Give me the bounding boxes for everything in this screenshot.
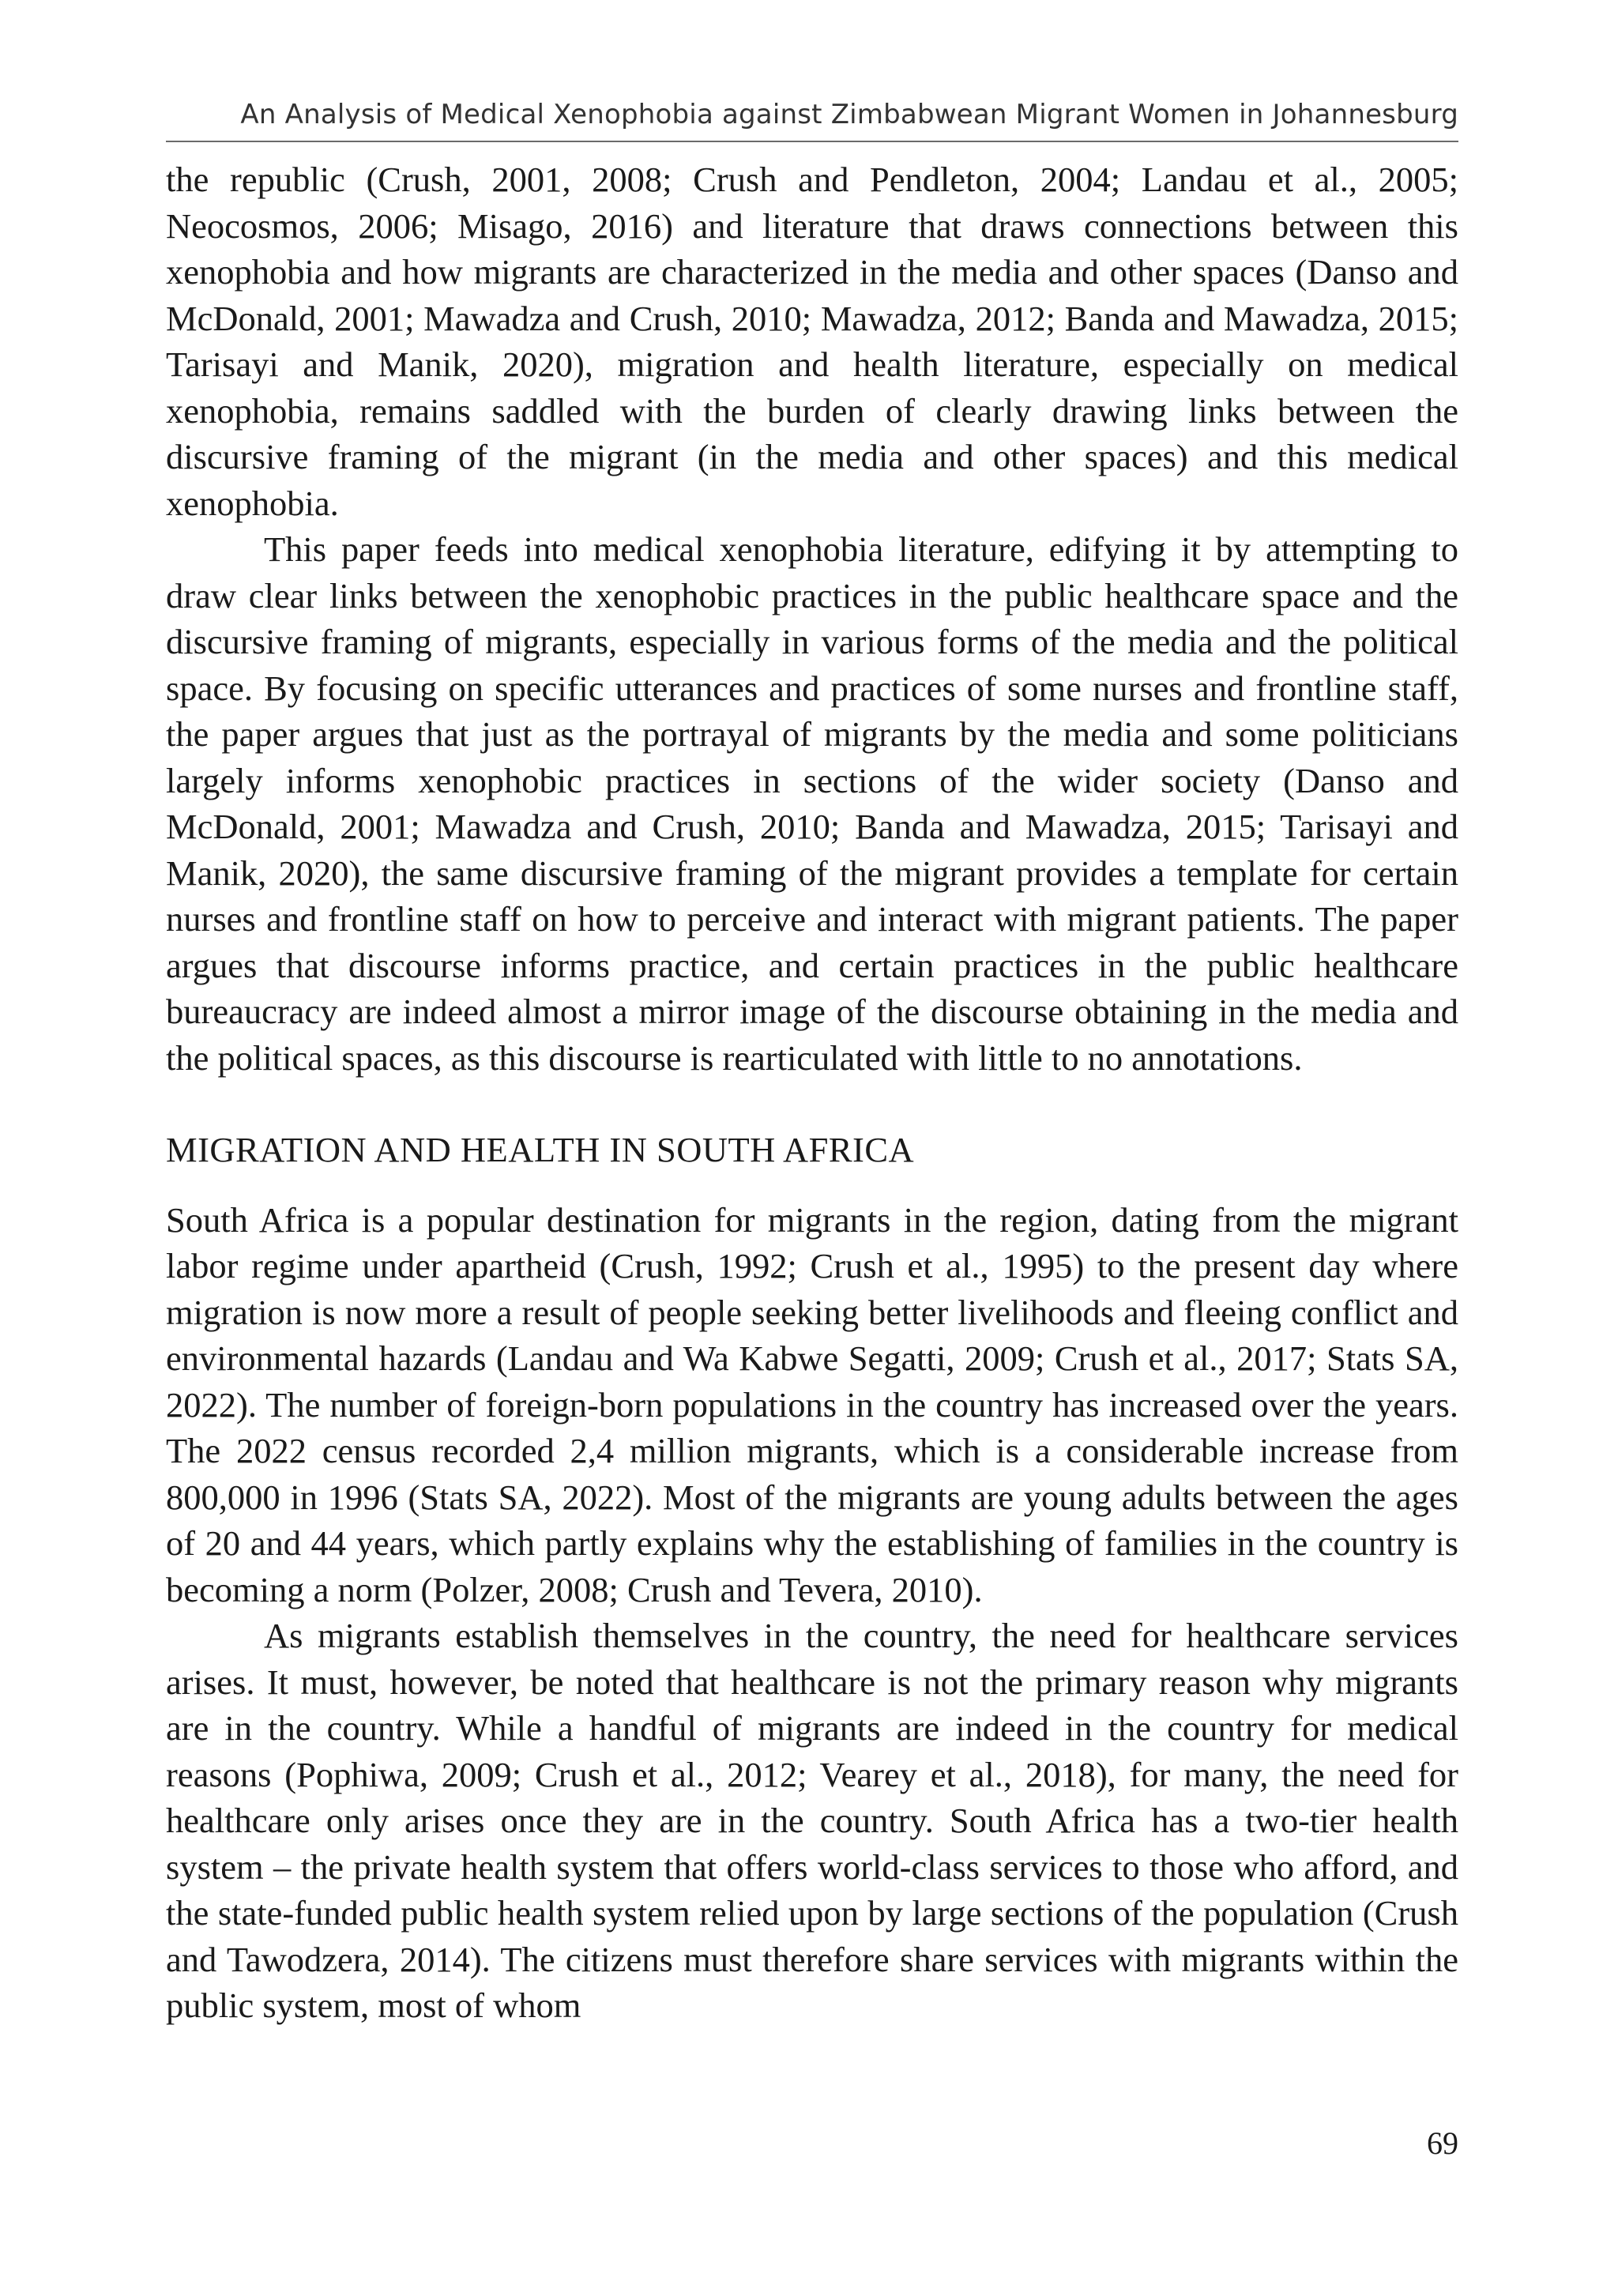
paragraph-healthcare-need: As migrants establish themselves in the country, the need for healthcare services arises. It must, however, be noted that healthcare is not the primary reason why migrants are in the country. While a handful of migrants are indeed in the country for medical reasons (Pophiwa, 2009; Crush et al., 2012; Vearey et al., 2018), for many, the need for healthcare only arises once they are in the country. South Africa has a two-tier health system – the private health system that offers world-class services to those who afford, and the state-funded public health system relied upon by large sections of the population (Crush and Tawodzera, 2014). The citizens must therefore share services with migrants within the public system, most of whom xyxy=(166,1616,1458,2025)
section-heading: MIGRATION AND HEALTH IN SOUTH AFRICA xyxy=(166,1130,915,1169)
paragraph-paper-contribution: This paper feeds into medical xenophobia literature, edifying it by attempting to draw clear links between the xenophobic practices in the public healthcare space and the discursive framing of migrants, especially in various forms of the media and the political space. By focusing on specific utterances and practices of some nurses and frontline staff, the paper argues that just as the portrayal of migrants by the media and some politicians largely informs xenophobic practices in sections of the wider society (Danso and McDonald, 2001; Mawadza and Crush, 2010; Banda and Mawadza, 2015; Tarisayi and Manik, 2020), the same discursive framing of the migrant provides a template for certain nurses and frontline staff on how to perceive and interact with migrant patients. The paper argues that discourse informs practice, and certain practices in the public healthcare bureaucracy are indeed almost a mirror image of the discourse obtaining in the media and the political spaces, as this discourse is rearticulated with little to no annotations. xyxy=(166,529,1458,1078)
body-text xyxy=(166,156,1458,2029)
paragraph-migration-overview: South Africa is a popular destination for migrants in the region, dating from the migrant labor regime under apartheid (Crush, 1992; Crush et al., 1995) to the present day where migration is now more a result of people seeking better livelihoods and fleeing conflict and environmental hazards (Landau and Wa Kabwe Segatti, 2009; Crush et al., 2017; Stats SA, 2022). The number of foreign-born populations in the country has increased over the years. The 2022 census recorded 2,4 million migrants, which is a considerable increase from 800,000 in 1996 (Stats SA, 2022). Most of the migrants are young adults between the ages of 20 and 44 years, which partly explains why the establishing of families in the country is becoming a norm (Polzer, 2008; Crush and Tevera, 2010). xyxy=(166,1199,1458,1609)
page-number: 69 xyxy=(1427,2125,1458,2161)
running-head: An Analysis of Medical Xenophobia against Zimbabwean Migrant Women in Johannesburg xyxy=(240,99,1458,130)
paragraph-continuation: the republic (Crush, 2001, 2008; Crush and Pendleton, 2004; Landau et al., 2005; Neocosmos, 2006; Misago, 2016) and literature that draws connections between this xenophobia and how migrants are characterized in the media and other spaces (Danso and McDonald, 2001; Mawadza and Crush, 2010; Mawadza, 2012; Banda and Mawadza, 2015; Tarisayi and Manik, 2020), migration and health literature, especially on medical xenophobia, remains saddled with the burden of clearly drawing links between the discursive framing of the migrant (in the media and other spaces) and this medical xenophobia. xyxy=(166,160,1458,523)
header-rule xyxy=(166,141,1458,142)
